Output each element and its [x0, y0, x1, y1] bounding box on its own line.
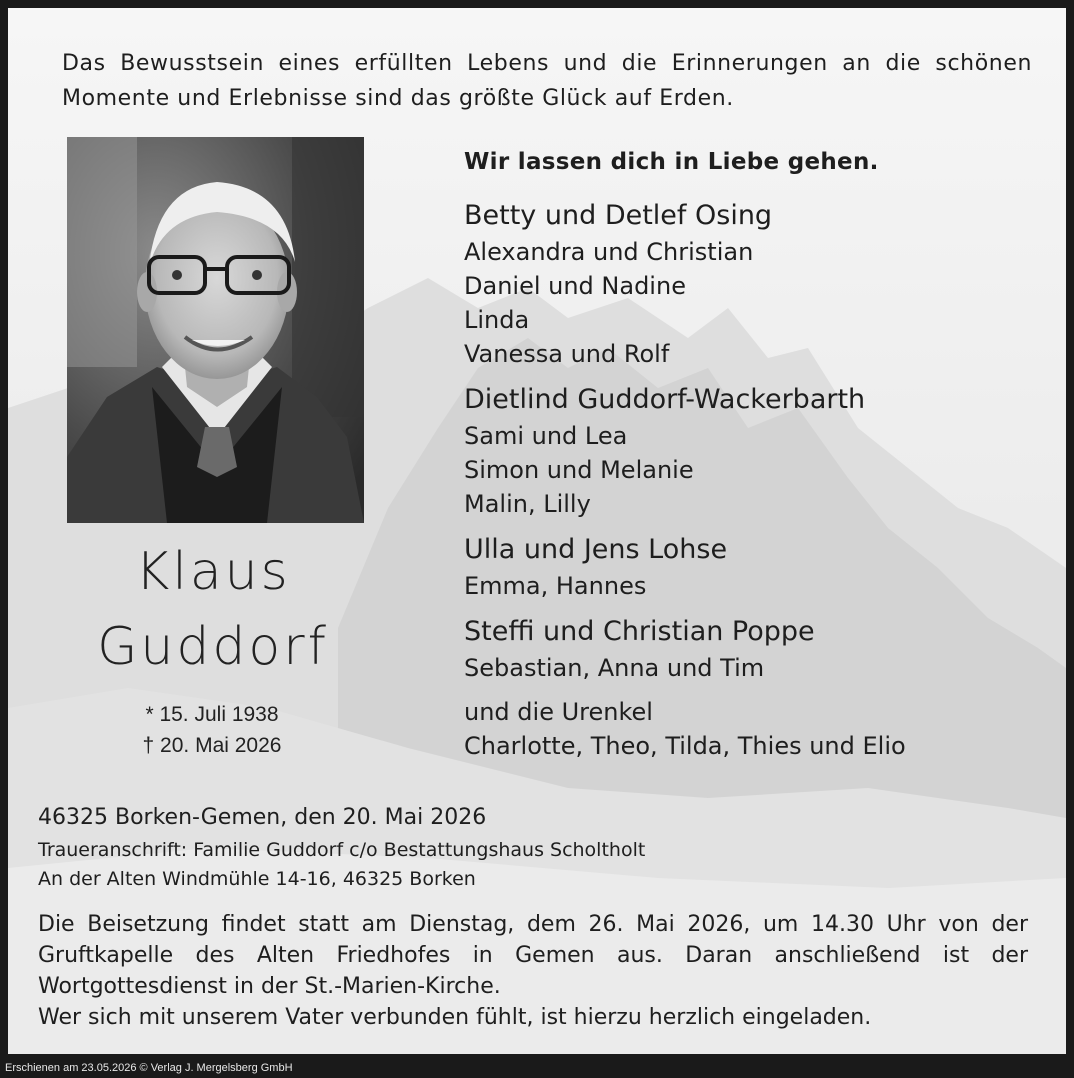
- funeral-notice-text: Die Beisetzung findet statt am Dienstag, dem 26. Mai 2026, um 14.30 Uhr von der Gruftkapelle des Alten Friedhofes in Gemen aus. Daran anschließend ist der Wortgottesdienst in der St.-Marien-Kirche.: [38, 912, 1028, 999]
- motto-line-1: Das Bewusstsein eines erfüllten Lebens und die Erinnerungen an die schönen: [62, 51, 1032, 76]
- publication-footer: Erschienen am 23.05.2026 © Verlag J. Mergelsberg GmbH: [5, 1062, 293, 1074]
- family-member: Charlotte, Theo, Tilda, Thies und Elio: [464, 732, 906, 760]
- place-and-date: 46325 Borken-Gemen, den 20. Mai 2026: [38, 805, 487, 830]
- family-member: Alexandra und Christian: [464, 238, 754, 266]
- family-main: und die Urenkel: [464, 698, 653, 726]
- family-main: Dietlind Guddorf-Wackerbarth: [464, 384, 866, 415]
- family-main: Ulla und Jens Lohse: [464, 534, 728, 565]
- deceased-last-name: Guddorf: [97, 617, 329, 677]
- portrait-photo: [67, 137, 364, 523]
- family-member: Sami und Lea: [464, 422, 628, 450]
- family-member: Emma, Hannes: [464, 572, 647, 600]
- family-member: Malin, Lilly: [464, 490, 591, 518]
- motto-line-2: Momente und Erlebnisse sind das größte Glück auf Erden.: [62, 86, 734, 111]
- family-main: Betty und Detlef Osing: [464, 200, 773, 231]
- mourning-address-line-2: An der Alten Windmühle 14-16, 46325 Borken: [38, 868, 476, 890]
- funeral-notice: [38, 909, 1028, 1033]
- death-date: † 20. Mai 2026: [142, 734, 282, 757]
- family-main: Steffi und Christian Poppe: [464, 616, 815, 647]
- family-member: Simon und Melanie: [464, 456, 694, 484]
- family-member: Vanessa und Rolf: [464, 340, 670, 368]
- motto: [62, 46, 1032, 116]
- family-member: Sebastian, Anna und Tim: [464, 654, 765, 682]
- birth-date: * 15. Juli 1938: [145, 703, 279, 726]
- invitation-text: Wer sich mit unserem Vater verbunden fühlt, ist hierzu herzlich eingeladen.: [38, 1005, 872, 1030]
- mourning-address-line-1: Traueranschrift: Familie Guddorf c/o Bestattungshaus Scholtholt: [38, 839, 646, 861]
- deceased-first-name: Klaus: [135, 542, 291, 602]
- obituary-card: [8, 8, 1066, 1054]
- family-member: Linda: [464, 306, 530, 334]
- farewell-heading: Wir lassen dich in Liebe gehen.: [464, 149, 879, 175]
- family-member: Daniel und Nadine: [464, 272, 686, 300]
